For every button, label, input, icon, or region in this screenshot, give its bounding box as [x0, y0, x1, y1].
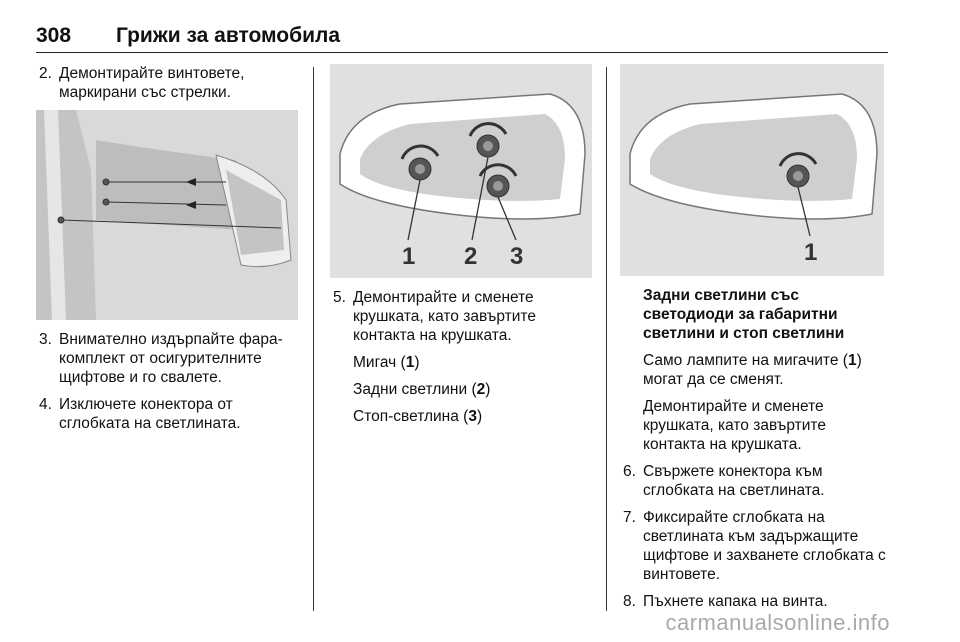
figure-label-2: 2 — [464, 243, 478, 270]
step-text: Свържете конектора към сглобката на светлината. — [643, 463, 825, 499]
item-label: Стоп-светлина ( — [353, 408, 469, 425]
item-label: Задни светлини ( — [353, 381, 477, 398]
item-turn-signal — [330, 353, 592, 372]
step-7 — [620, 508, 892, 584]
step-2 — [36, 64, 298, 102]
note-number: 1 — [847, 352, 857, 369]
column-divider-1 — [313, 67, 314, 611]
note-text-before: Само лампите на мигачите ( — [643, 352, 848, 369]
note-text-after: ) могат да се сменят. — [643, 352, 862, 388]
step-number: 8. — [623, 593, 636, 610]
led-taillight-illustration — [620, 64, 884, 276]
item-brake-light — [330, 407, 592, 426]
item-tail-lights — [330, 380, 592, 399]
paragraph-replace-bulb: Демонтирайте и сменете крушката, като завъртите контакта на крушката. — [643, 398, 826, 453]
item-number: 3 — [468, 408, 477, 425]
step-4 — [36, 395, 298, 433]
step-number: 2. — [39, 65, 52, 82]
step-number: 5. — [333, 289, 346, 306]
step-number: 4. — [39, 396, 52, 413]
column-2 — [330, 64, 592, 434]
item-close: ) — [414, 354, 420, 371]
column-3 — [620, 64, 892, 619]
step-text: Фиксирайте сглобката на светлината към задържащите щифтове и захванете сглобката с винтовете. — [643, 509, 886, 583]
step-8 — [620, 592, 892, 611]
step-6 — [620, 462, 892, 500]
item-label: Мигач ( — [353, 354, 406, 371]
figure-bulb-sockets — [330, 64, 592, 278]
step-text: Изключете конектора от сглобката на светлината. — [59, 396, 241, 432]
page-header — [36, 22, 888, 53]
step-5 — [330, 288, 592, 345]
item-close: ) — [476, 408, 483, 425]
step-text: Внимателно издърпайте фара-комплект от осигурителните щифтове и го свалете. — [59, 331, 283, 386]
column-divider-2 — [606, 67, 607, 611]
step-text: Демонтирайте и сменете крушката, като завъртите контакта на крушката. — [353, 289, 536, 344]
step-text: Пъхнете капака на винта. — [643, 593, 828, 610]
item-number: 1 — [405, 354, 415, 371]
note-turn-signal-only — [620, 351, 892, 389]
taillight-removal-illustration — [36, 110, 298, 320]
figure-led-taillight — [620, 64, 884, 276]
watermark: carmanualsonline.info — [665, 610, 890, 635]
column-1 — [36, 64, 298, 441]
step-text: Демонтирайте винтовете, маркирани със стрелки. — [59, 65, 245, 101]
figure-taillight-removal — [36, 110, 298, 320]
bulb-sockets-illustration — [330, 64, 592, 278]
item-close: ) — [485, 381, 491, 398]
step-number: 7. — [623, 509, 636, 526]
figure-label-3: 3 — [510, 243, 524, 270]
page-number: 308 — [36, 24, 72, 47]
figure-label-1: 1 — [804, 239, 818, 266]
page-title: Грижи за автомобила — [116, 24, 341, 47]
section-subheading: Задни светлини със светодиоди за габаритни светлини и стоп светлини — [643, 287, 845, 342]
step-3 — [36, 330, 298, 387]
step-number: 6. — [623, 463, 636, 480]
item-number: 2 — [476, 381, 486, 398]
step-number: 3. — [39, 331, 52, 348]
figure-label-1: 1 — [402, 243, 416, 270]
